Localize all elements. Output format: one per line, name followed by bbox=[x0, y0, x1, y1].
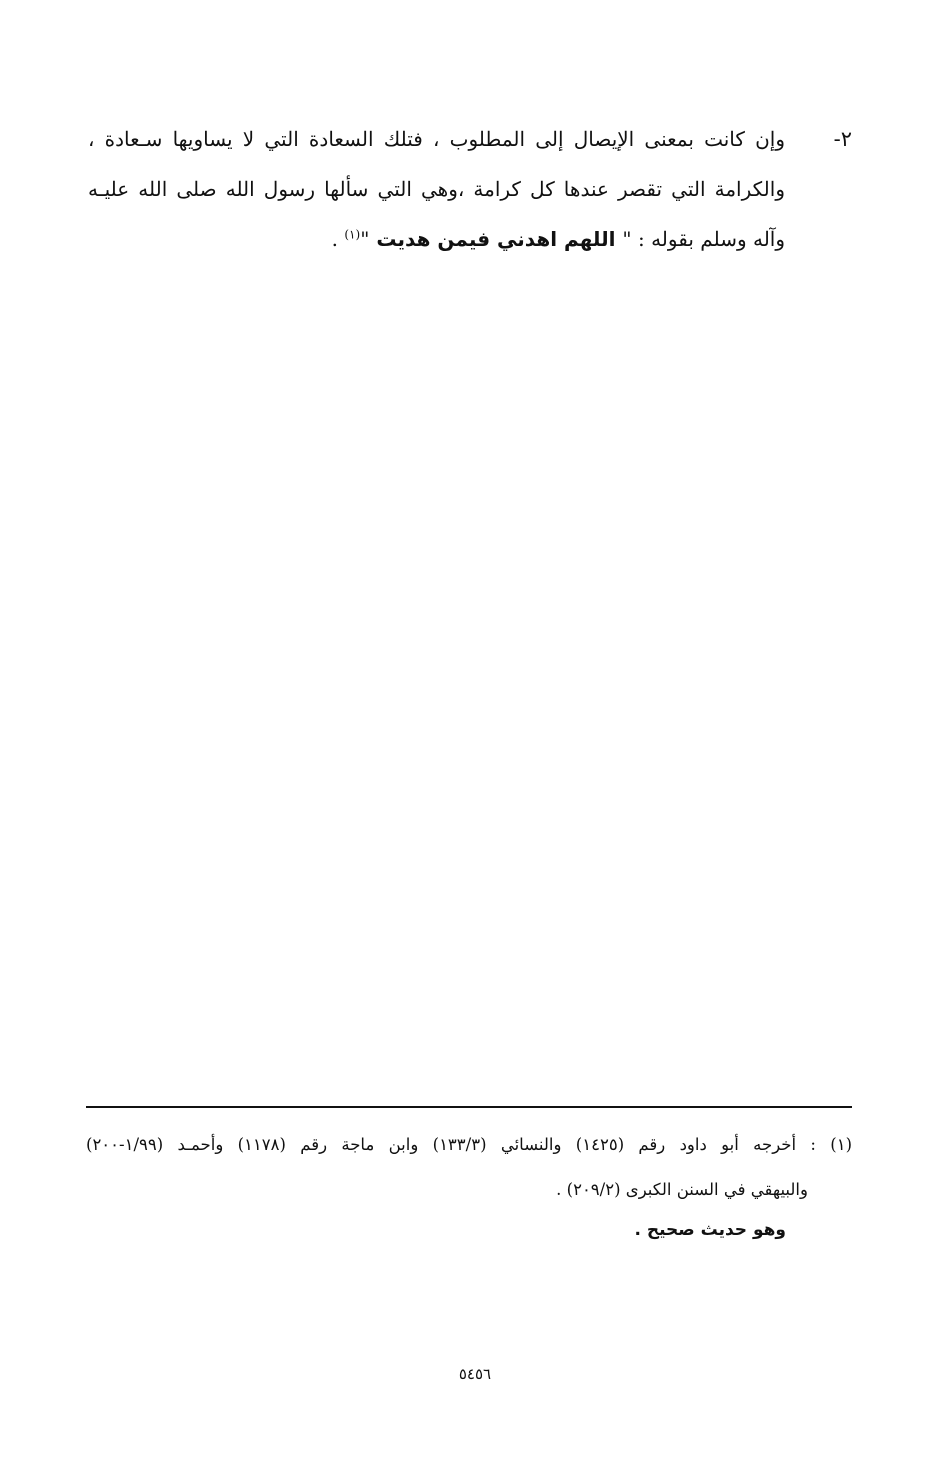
quoted-prayer: اللهم اهدني فيمن هديت bbox=[369, 227, 623, 251]
line3-suffix: . bbox=[331, 227, 345, 251]
paragraph-line-3 bbox=[332, 222, 785, 256]
closing-quote: " bbox=[360, 227, 370, 251]
paragraph-line-2: والكرامة التي تقصر عندها كل كرامة ،وهي التي سألها رسول الله صلى الله عليـه bbox=[88, 177, 785, 201]
footnote-line-2: والبيهقي في السنن الكبرى (٢٠٩/٢) . bbox=[556, 1180, 808, 1199]
footnote-reference[interactable]: (١) bbox=[344, 227, 361, 242]
footnote-separator bbox=[86, 1106, 852, 1108]
line3-prefix: وآله وسلم بقوله : " bbox=[622, 227, 785, 251]
page-number: ٥٤٥٦ bbox=[458, 1365, 492, 1383]
paragraph-line-1: وإن كانت بمعنى الإيصال إلى المطلوب ، فتلك السعادة التي لا يساويها سـعادة ، bbox=[88, 127, 785, 151]
item-number: ٢- bbox=[833, 127, 852, 151]
footnote-line-1: (١) : أخرجه أبو داود رقم (١٤٢٥) والنسائي (١٣٣/٣) وابن ماجة رقم (١١٧٨) وأحمـد (١/٩٩-٢٠٠) bbox=[86, 1135, 853, 1154]
footnote-line-3: وهو حديث صحيح . bbox=[634, 1220, 786, 1240]
